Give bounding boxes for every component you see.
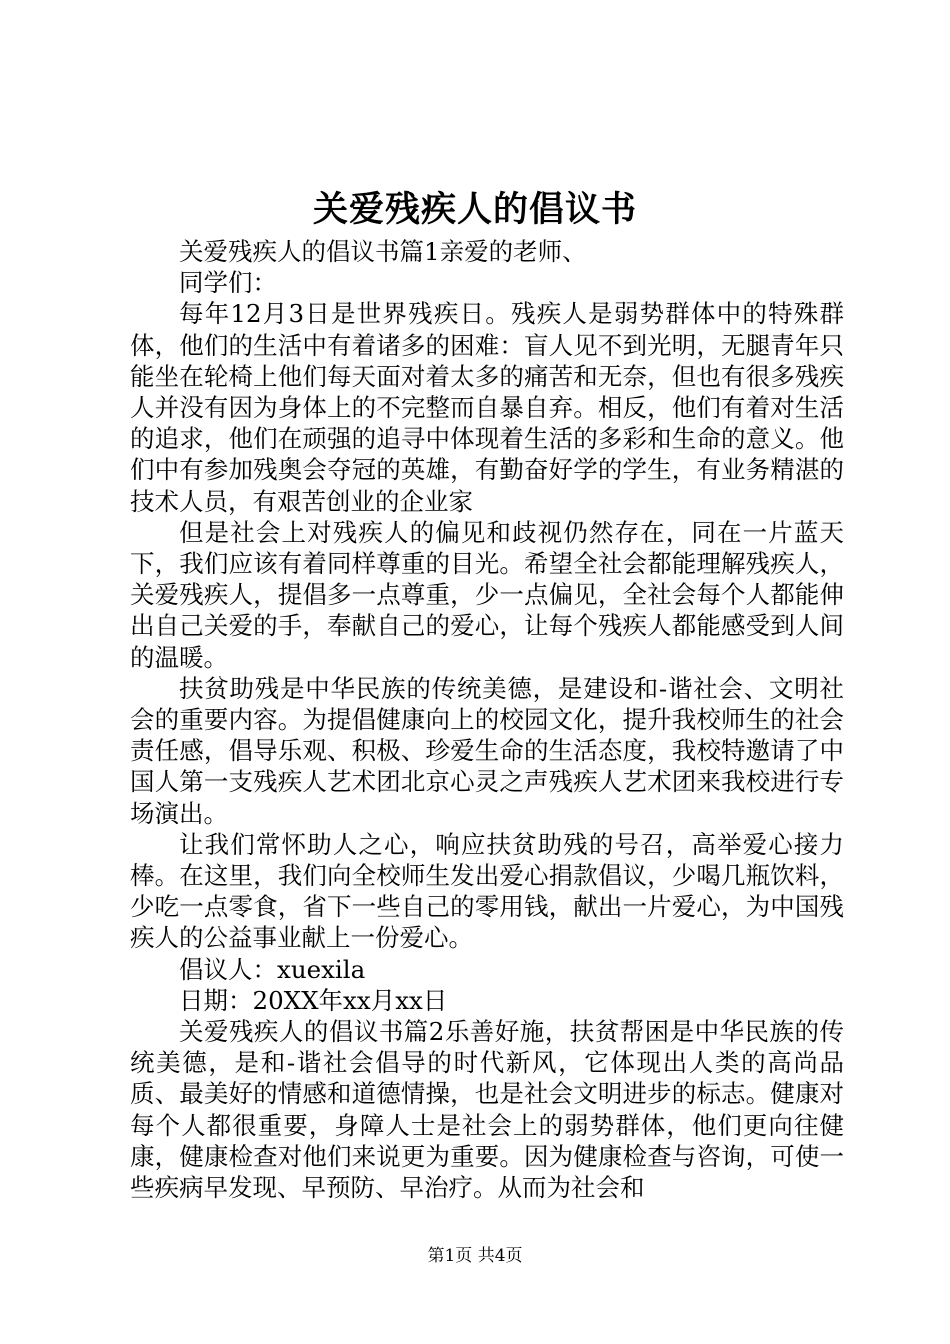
paragraph: 关爱残疾人的倡议书篇1亲爱的老师、 bbox=[179, 237, 587, 266]
document-body bbox=[130, 236, 844, 1203]
document-title: 关爱残疾人的倡议书 bbox=[312, 189, 637, 230]
paragraph: 扶贫助残是中华民族的传统美德，是建设和-谐社会、文明社会的重要内容。为提倡健康向上的校园文化，提升我校师生的社会责任感，倡导乐观、积极、珍爱生命的生活态度，我校特邀请了中国人第一支残疾人艺术团北京心灵之声残疾人艺术团来我校进行专场演出。 bbox=[130, 673, 844, 828]
paragraph: 关爱残疾人的倡议书篇2乐善好施，扶贫帮困是中华民族的传统美德，是和-谐社会倡导的时代新风，它体现出人类的高尚品质、最美好的情感和道德情操，也是社会文明进步的标志。健康对每个人都很重要，身障人士是社会上的弱势群体，他们更向往健康，健康检查对他们来说更为重要。因为健康检查与咨询，可使一些疾病早发现、早预防、早治疗。从而为社会和 bbox=[130, 1017, 844, 1203]
paragraph: 同学们： bbox=[179, 268, 277, 298]
page-indicator: 第1页 共4页 bbox=[427, 1246, 523, 1266]
paragraph: 但是社会上对残疾人的偏见和歧视仍然存在，同在一片蓝天下，我们应该有着同样尊重的目光。希望全社会都能理解残疾人，关爱残疾人，提倡多一点尊重，少一点偏见，全社会每个人都能伸出自己关爱的手，奉献自己的爱心，让每个残疾人都能感受到人间的温暖。 bbox=[130, 517, 844, 672]
paragraph: 让我们常怀助人之心，响应扶贫助残的号召，高举爱心接力棒。在这里，我们向全校师生发出爱心捐款倡议，少喝几瓶饮料，少吃一点零食，省下一些自己的零用钱，献出一片爱心，为中国残疾人的公益事业献上一份爱心。 bbox=[130, 829, 844, 953]
paragraph: 日期：20XX年xx月xx日 bbox=[179, 985, 448, 1015]
paragraph: 每年12月3日是世界残疾日。残疾人是弱势群体中的特殊群体，他们的生活中有着诸多的困难：盲人见不到光明，无腿青年只能坐在轮椅上他们每天面对着太多的痛苦和无奈，但也有很多残疾人并没有因为身体上的不完整而自暴自弃。相反，他们有着对生活的追求，他们在顽强的追寻中体现着生活的多彩和生命的意义。他们中有参加残奥会夺冠的英雄，有勤奋好学的学生，有业务精湛的技术人员，有艰苦创业的企业家 bbox=[130, 299, 844, 516]
paragraph: 倡议人：xuexila bbox=[179, 954, 366, 984]
